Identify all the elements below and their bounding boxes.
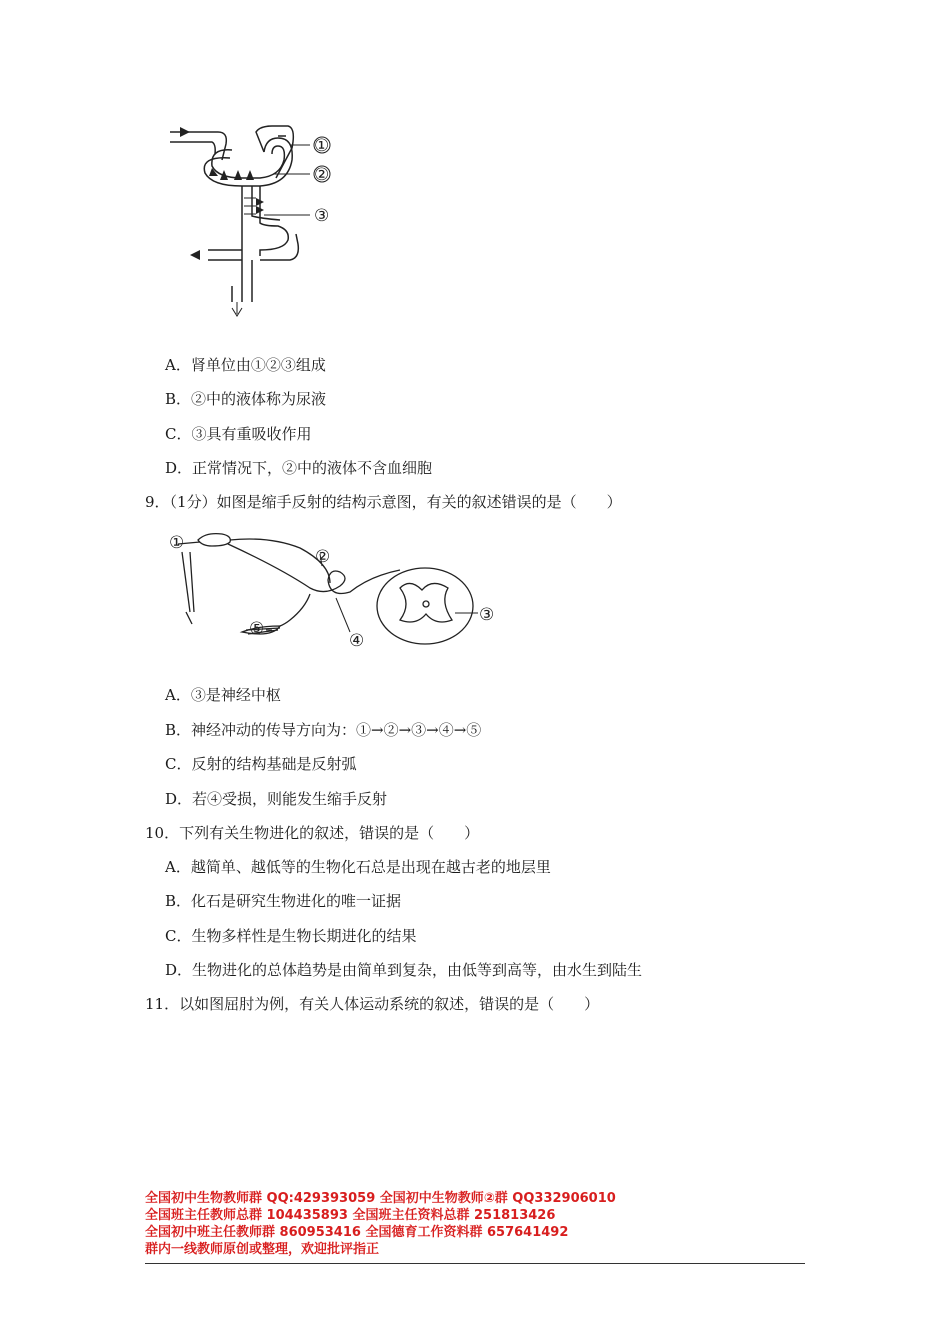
spinal-cord [377, 568, 473, 644]
footer-divider [145, 1263, 805, 1264]
finger [198, 534, 230, 546]
q10-option-c: C．生物多样性是生物长期进化的结果 [165, 927, 417, 945]
nephron-label-1: ① [314, 136, 330, 156]
reflex-label-5: ⑤ [249, 619, 265, 639]
q11-stem: 11．以如图屈肘为例，有关人体运动系统的叙述，错误的是（ ） [145, 995, 600, 1013]
footer-notice [145, 1190, 805, 1258]
q8-option-d: D．正常情况下，②中的液体不含血细胞 [165, 459, 433, 477]
q8-option-b: B．②中的液体称为尿液 [165, 390, 327, 408]
q9-option-b: B．神经冲动的传导方向为：①→②→③→④→⑤ [165, 721, 482, 739]
q10-option-d: D．生物进化的总体趋势是由简单到复杂，由低等到高等，由水生到陆生 [165, 961, 643, 979]
q9-option-a: A．③是神经中枢 [165, 686, 281, 704]
reflex-label-1: ① [169, 533, 185, 553]
inflow-arrow [180, 127, 190, 137]
footer-line-1: 全国初中生物教师群 QQ:429393059 全国初中生物教师②群 QQ332906010 [145, 1191, 616, 1206]
footer-line-4: 群内一线教师原创或整理，欢迎批评指正 [145, 1242, 380, 1257]
outflow-arrow [190, 250, 200, 260]
reflex-label-3: ③ [479, 605, 495, 625]
q9-stem: 9．（1分）如图是缩手反射的结构示意图，有关的叙述错误的是（ ） [145, 493, 622, 511]
q10-option-b: B．化石是研究生物进化的唯一证据 [165, 892, 402, 910]
nephron-label-3: ③ [314, 206, 330, 226]
footer-line-2: 全国班主任教师总群 104435893 全国班主任资料总群 251813426 [145, 1208, 556, 1223]
q10-option-a: A．越简单、越低等的生物化石总是出现在越古老的地层里 [165, 858, 551, 876]
q9-option-c: C．反射的结构基础是反射弧 [165, 755, 357, 773]
afferent-vessel [170, 132, 226, 160]
nephron-label-2: ② [314, 165, 330, 185]
q9-option-d: D．若④受损，则能发生缩手反射 [165, 790, 388, 808]
q8-option-a: A．肾单位由①②③组成 [165, 356, 326, 374]
reflex-arc-diagram [160, 528, 505, 653]
q10-stem: 10．下列有关生物进化的叙述，错误的是（ ） [145, 824, 480, 842]
footer-line-3: 全国初中班主任教师群 860953416 全国德育工作资料群 657641492 [145, 1225, 569, 1240]
q8-option-c: C．③具有重吸收作用 [165, 425, 312, 443]
nephron-diagram [160, 118, 350, 323]
reflex-label-2: ② [315, 547, 331, 567]
reflex-label-4: ④ [349, 631, 365, 651]
